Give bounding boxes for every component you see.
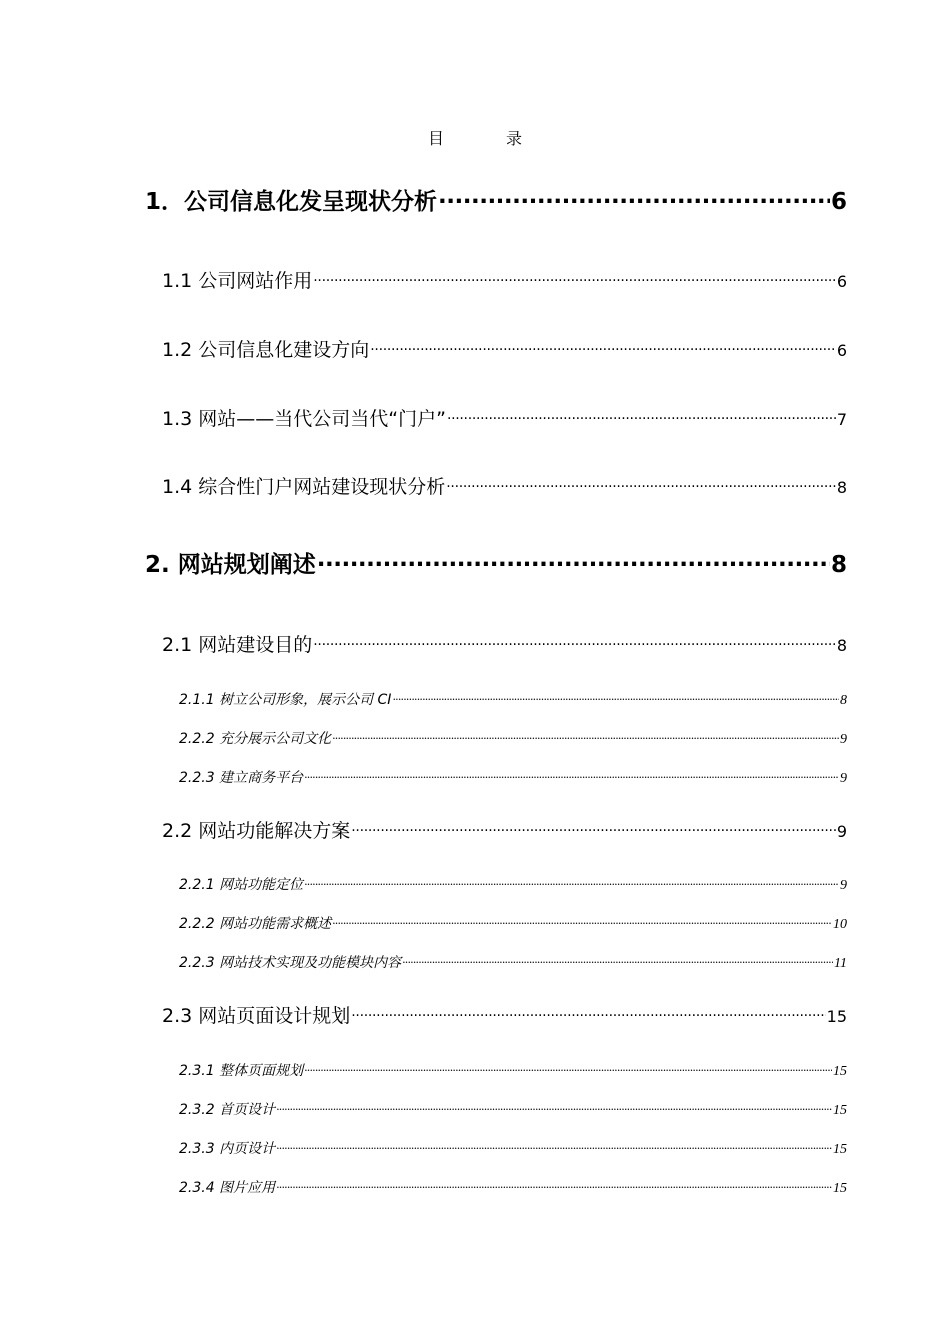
toc-entry-page: 9 [836,822,847,841]
toc-entry-label: 1．公司信息化发呈现状分析 [145,189,438,215]
toc-entry-2-2-3b[interactable] [179,951,847,971]
toc-entry-page: 15 [833,1103,847,1118]
toc-entry-label: 2.2.2 充分展示公司文化 [179,731,332,747]
toc-entry-2-2-2b[interactable] [179,912,847,932]
toc-entry-2-3-3[interactable] [179,1137,847,1157]
toc-entry-1-3[interactable] [162,403,847,429]
toc-entry-label: 2.2.3 建立商务平台 [179,770,304,786]
toc-entry-2-2-2a[interactable] [179,727,847,747]
dot-leader [313,265,836,287]
dot-leader [438,183,830,209]
toc-entry-label: 1.3 网站——当代公司当代“门户” [162,408,446,430]
toc-entry-page: 6 [836,341,847,360]
toc-entry-label: 1.1 公司网站作用 [162,270,313,292]
toc-entry-2-2[interactable] [162,815,847,841]
dot-leader [446,471,836,493]
toc-entry-label: 2.3.3 内页设计 [179,1141,276,1157]
dot-leader [304,766,839,782]
toc-entry-page: 11 [834,956,847,971]
toc-entry-2-3-4[interactable] [179,1176,847,1196]
toc-entry-label: 2.3.1 整体页面规划 [179,1063,304,1079]
toc-entry-label: 2.1.1 树立公司形象，展示公司 CI [179,692,392,708]
toc-entry-page: 15 [833,1181,847,1196]
dot-leader [304,1059,832,1075]
toc-entry-page: 15 [826,1007,847,1026]
toc-entry-page: 6 [830,189,847,215]
toc-entry-page: 7 [836,410,847,429]
toc-entry-label: 1.2 公司信息化建设方向 [162,339,370,361]
toc-entry-page: 9 [840,771,847,786]
toc-entry-page: 8 [836,636,847,655]
toc-entry-2-3-2[interactable] [179,1098,847,1118]
toc-entry-page: 6 [836,272,847,291]
toc-entry-1-2[interactable] [162,334,847,360]
toc-entry-page: 15 [833,1142,847,1157]
toc-entry-page: 9 [840,732,847,747]
toc-entry-2-2-3a[interactable] [179,766,847,786]
toc-entry-page: 9 [840,878,847,893]
toc-entry-2-1-1[interactable] [179,688,847,708]
toc-entry-page: 8 [840,693,847,708]
toc-entry-label: 2.2 网站功能解决方案 [162,820,351,842]
toc-entry-label: 2.3.2 首页设计 [179,1102,276,1118]
dot-leader [332,727,839,743]
dot-leader [402,951,833,967]
toc-entry-label: 2.2.3 网站技术实现及功能模块内容 [179,955,402,971]
toc-entry-page: 15 [833,1064,847,1079]
dot-leader [447,403,836,425]
dot-leader [392,688,839,704]
dot-leader [332,912,832,928]
toc-entry-label: 2.1 网站建设目的 [162,634,313,656]
toc-entry-label: 2.2.1 网站功能定位 [179,877,304,893]
dot-leader [351,1000,825,1022]
dot-leader [276,1098,832,1114]
dot-leader [317,546,830,572]
toc-entry-label: 2.3 网站页面设计规划 [162,1005,351,1027]
toc-entry-2-2-1[interactable] [179,873,847,893]
toc-entry-2-1[interactable] [162,629,847,655]
toc-entry-page: 8 [830,552,847,578]
toc-title-right: 录 [506,129,523,148]
dot-leader [304,873,839,889]
toc-entry-2[interactable] [145,546,847,576]
toc-entry-label: 2. 网站规划阐述 [145,552,316,578]
toc-entry-page: 10 [833,917,847,932]
toc-entry-label: 1.4 综合性门户网站建设现状分析 [162,476,446,498]
dot-leader [313,629,836,651]
toc-entry-2-3-1[interactable] [179,1059,847,1079]
toc-entry-1-1[interactable] [162,265,847,291]
dot-leader [276,1137,832,1153]
toc-title-left: 目 [427,129,444,148]
toc-entry-1[interactable] [145,183,847,213]
dot-leader [276,1176,832,1192]
dot-leader [370,334,836,356]
dot-leader [351,815,836,837]
toc-entry-label: 2.2.2 网站功能需求概述 [179,916,332,932]
toc-entry-2-3[interactable] [162,1000,847,1026]
toc-entry-page: 8 [836,478,847,497]
toc-title [0,126,950,149]
toc-entry-label: 2.3.4 图片应用 [179,1180,276,1196]
toc-entry-1-4[interactable] [162,471,847,497]
